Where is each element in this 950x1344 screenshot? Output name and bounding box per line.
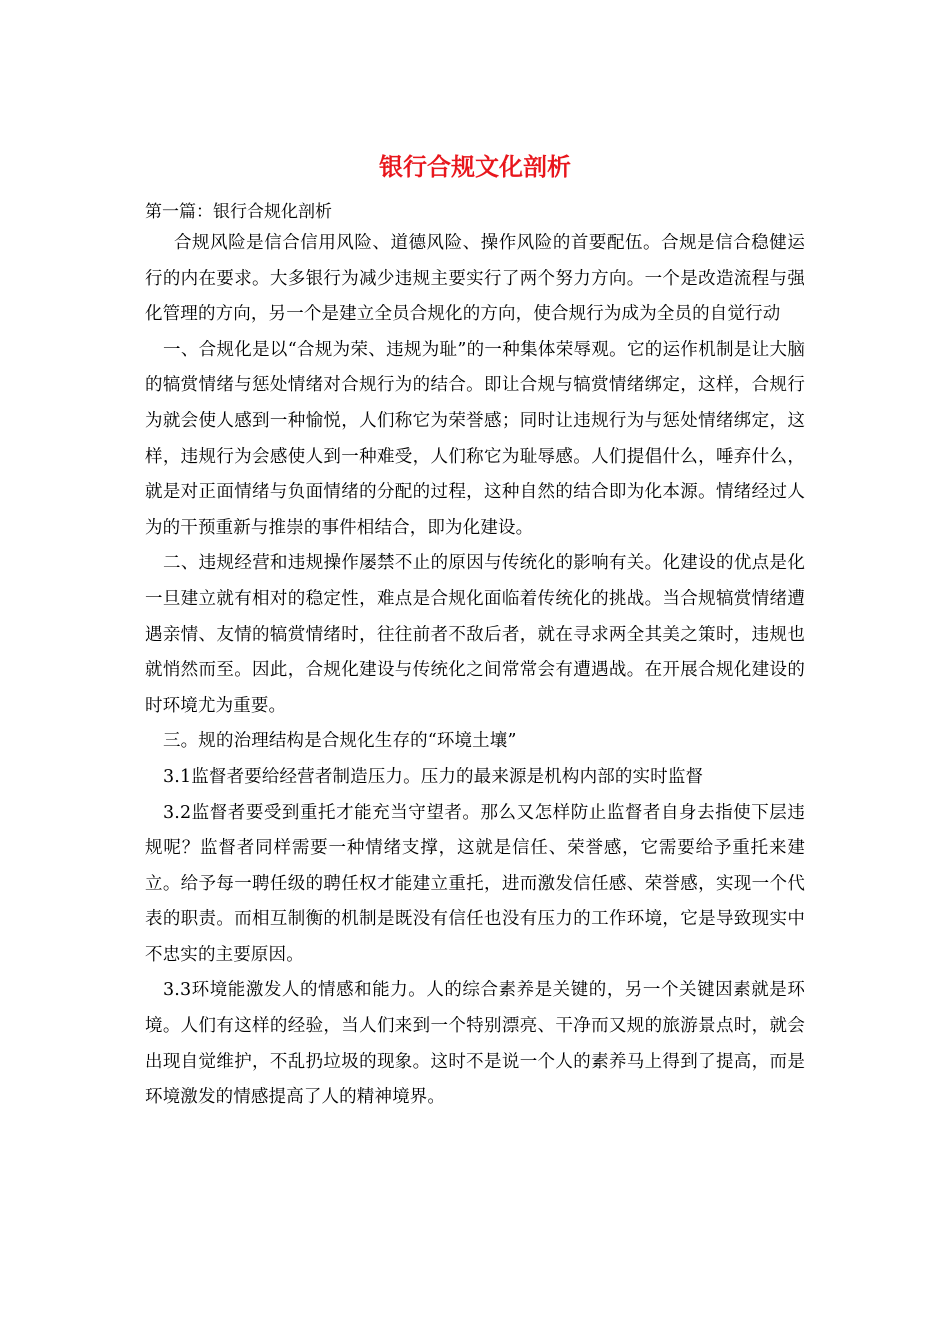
- paragraph-section-2: 二、违规经营和违规操作屡禁不止的原因与传统化的影响有关。化建设的优点是化一旦建立就有相对的稳定性，难点是合规化面临着传统化的挑战。当合规犒赏情绪遭遇亲情、友情的犒赏情绪时，往往前者不敌后者，就在寻求两全其美之策时，违规也就悄然而至。因此，合规化建设与传统化之间常常会有遭遇战。在开展合规化建设的时环境尤为重要。: [145, 553, 805, 716]
- paragraph-section-3-heading: 三。规的治理结构是合规化生存的“环境土壤”: [163, 731, 517, 752]
- paragraph-section-3-3: 3.3环境能激发人的情感和能力。人的综合素养是关键的，另一个关键因素就是环境。人们有这样的经验，当人们来到一个特别漂亮、干净而又规的旅游景点时，就会出现自觉维护，不乱扔垃圾的现象。这时不是说一个人的素养马上得到了提高，而是环境激发的情感提高了人的精神境界。: [145, 980, 805, 1108]
- paragraph-section-3-1: 3.1监督者要给经营者制造压力。压力的最来源是机构内部的实时监督: [163, 766, 704, 787]
- paragraph-section-1: 一、合规化是以“合规为荣、违规为耻”的一种集体荣辱观。它的运作机制是让大脑的犒赏情绪与惩处情绪对合规行为的结合。即让合规与犒赏情绪绑定，这样，合规行为就会使人感到一种愉悦，人们称它为荣誉感；同时让违规行为与惩处情绪绑定，这样，违规行为会感使人到一种难受，人们称它为耻辱感。人们提倡什么，唾弃什么，就是对正面情绪与负面情绪的分配的过程，这种自然的结合即为化本源。情绪经过人为的干预重新与推崇的事件相结合，即为化建设。: [145, 339, 805, 538]
- section-subtitle: 第一篇：银行合规化剖析: [145, 202, 332, 222]
- paragraph-section-3-2: 3.2监督者要受到重托才能充当守望者。那么又怎样防止监督者自身去指使下层违规呢？监督者同样需要一种情绪支撑，这就是信任、荣誉感，它需要给予重托来建立。给予每一聘任级的聘任权才能建立重托，进而激发信任感、荣誉感，实现一个代表的职责。而相互制衡的机制是既没有信任也没有压力的工作环境，它是导致现实中不忠实的主要原因。: [145, 802, 805, 965]
- paragraph-intro: 合规风险是信合信用风险、道德风险、操作风险的首要配伍。合规是信合稳健运行的内在要求。大多银行为减少违规主要实行了两个努力方向。一个是改造流程与强化管理的方向，另一个是建立全员合规化的方向，使合规行为成为全员的自觉行动: [145, 233, 805, 325]
- document-body: [145, 198, 805, 1116]
- document-title: 银行合规文化剖析: [379, 152, 571, 181]
